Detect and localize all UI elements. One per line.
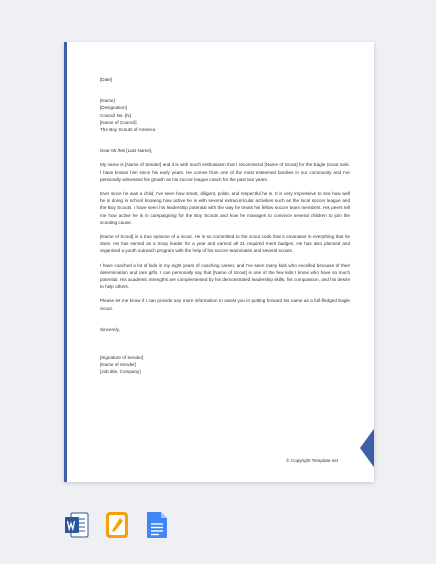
copyright-footer xyxy=(286,458,338,463)
app-format-icons xyxy=(64,510,170,540)
paragraph-3: [Name of Scout] is a true epitome of a scout. He is so committed to the scout code that it emanates in everything that he does. He has served as a troop leader for a year and earned all 21 required merit badges. He has also planned and organized a youth outreach program with the help of his soccer teammates and several scouts. xyxy=(100,234,350,254)
sender-name: [Name of Sender] xyxy=(100,362,137,368)
google-docs-icon[interactable] xyxy=(144,510,170,540)
paragraph-5: Please let me know if I can provide any more information to assist you in putting forward his name as a full-fledged Eagle Scout. xyxy=(100,298,350,311)
paragraph-4: I have coached a lot of kids in my eight years of coaching career, and I've seen many kids who excelled because of their determination and rare gifts. I can personally say that [Name of Scout] is one of the few kids I know who have so much potential. His academic strengths are complemented by his demonstrated leadership skills, his compassion, and his desire to help others. xyxy=(100,262,350,290)
letter-body xyxy=(100,76,350,376)
word-icon[interactable] xyxy=(64,510,90,540)
recipient-council-name: [Name of Council] xyxy=(100,119,137,125)
recipient-organization: The Boy Scouts of America xyxy=(100,127,156,133)
recipient-name: [Name] xyxy=(100,98,115,104)
salutation: Dear Mr./Ms [Last Name], xyxy=(100,148,153,154)
sender-job-title: [Job title, Company] xyxy=(100,369,141,375)
closing: Sincerely, xyxy=(100,326,120,332)
pages-icon[interactable] xyxy=(104,510,130,540)
document-page xyxy=(64,42,374,482)
left-accent-bar xyxy=(64,42,67,482)
copyright-text: © Copyright Template.net xyxy=(286,458,338,463)
corner-fold-icon xyxy=(360,426,374,470)
recipient-designation: [Designation] xyxy=(100,105,127,111)
signature-line: [Signature of Sender] xyxy=(100,355,144,361)
recipient-council-no: Council No. [N] xyxy=(100,112,131,118)
paragraph-1: My name is [Name of Sender] and it is with much enthusiasm that I recommend [Name of Scout] for the Eagle Scout rank. I have known him since his early years. He comes from one of the most esteemed families in our community and I've personally witnessed his growth as his soccer league coach for the past two years. xyxy=(100,162,350,182)
letter-date: [Date] xyxy=(100,77,113,82)
paragraph-2: Ever since he was a child, I've seen how smart, diligent, polite, and respectful he is. It is very impressive to see how well he is doing in school knowing how active he is with several extracurricular activities such as the local soccer league and the Boy Scouts. I have seen his leadership potential with the way he treats his fellow soccer team members. His peers tell me how active he is in campaigning for the Boy Scouts and how he manages to convince several children to join the scouting cause. xyxy=(100,191,350,225)
